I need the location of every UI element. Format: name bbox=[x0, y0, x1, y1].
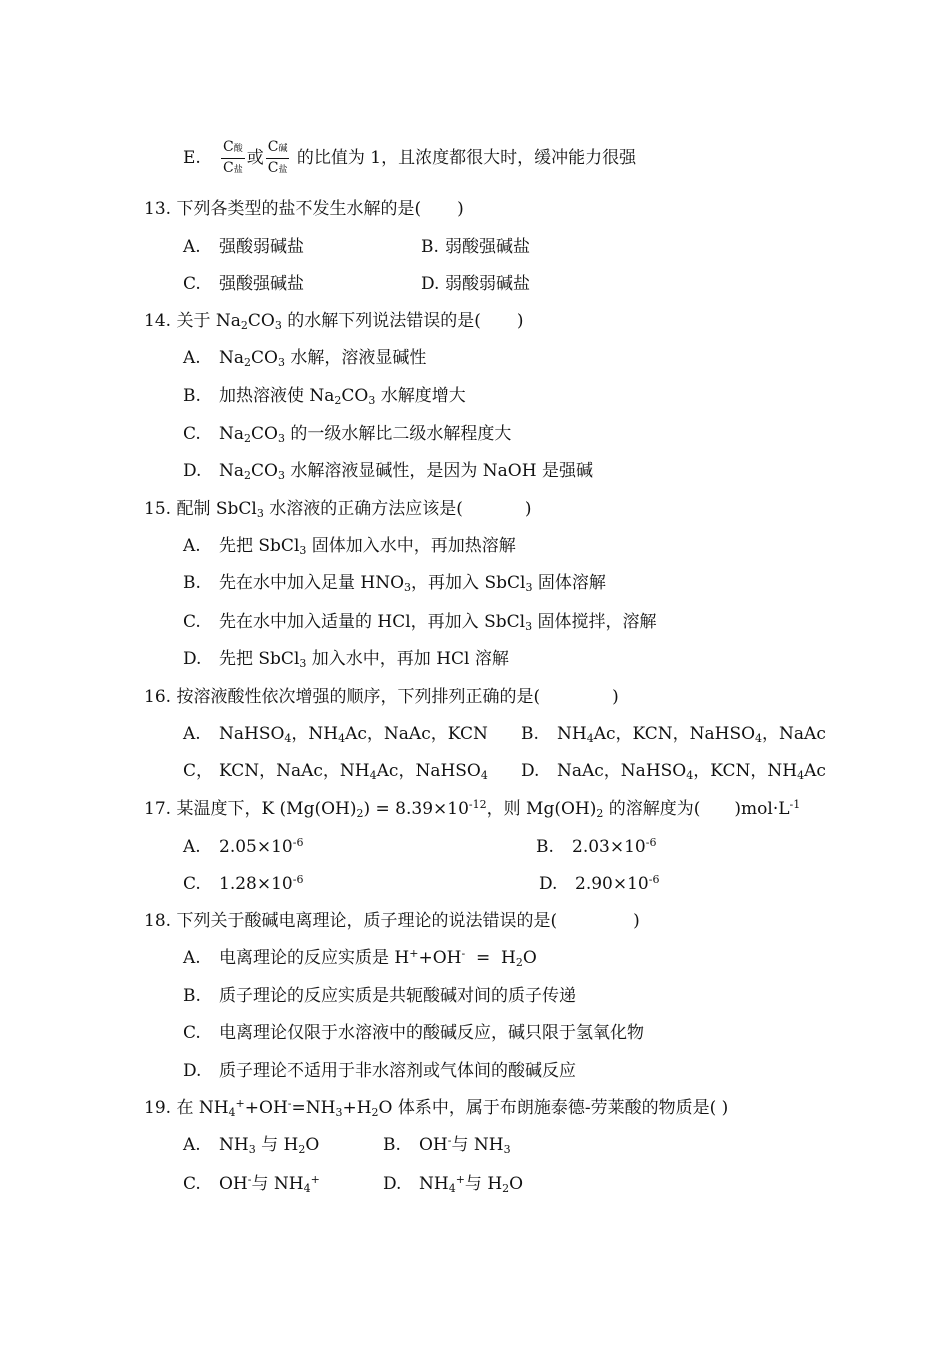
question-17-stem: 17. 某温度下，K $(Mg(OH)_2) = 8.39\times 10^{-12}$，则 $Mg(OH)_2$ 的溶解度为( )$mol\cdot L^{-1}$ bbox=[144, 798, 801, 820]
q16-option-c: C， KCN，NaAc，$NH_4Ac$，NaHSO$_4$ bbox=[183, 761, 488, 782]
q13-option-b: B. 弱酸强碱盐 bbox=[421, 237, 530, 257]
q17-option-d: D. $2.90\times 10^{-6}$ bbox=[539, 873, 660, 894]
option-label: E. bbox=[183, 148, 201, 168]
q13-option-a: A. 强酸弱碱盐 bbox=[183, 237, 304, 257]
q15-option-b: B. 先在水中加入足量 $HNO_3$，再加入 SbCl$_3$ 固体溶解 bbox=[183, 573, 606, 594]
q17-option-b: B. $2.03\times 10^{-6}$ bbox=[536, 836, 657, 857]
q14-option-a: A. $Na_2CO_3$ 水解，溶液显碱性 bbox=[183, 348, 427, 369]
q12-option-e: E. $\frac{\text{C酸}}{\text{C盐}}$ 或 $\frac{\text{C碱}}{\text{C盐}}$ 的比值为 1，且浓度都很大时，缓冲能力很强 bbox=[183, 138, 636, 179]
q18-option-b: B. 质子理论的反应实质是共轭酸碱对间的质子传递 bbox=[183, 986, 576, 1006]
q13-option-d: D. 弱酸弱碱盐 bbox=[421, 274, 530, 294]
q17-option-c: C. $1.28\times 10^{-6}$ bbox=[183, 873, 304, 894]
q15-option-c: C. 先在水中加入适量的 HCl，再加入 SbCl$_3$ 固体搅拌，溶解 bbox=[183, 612, 657, 633]
q16-option-d: D. NaAc，NaHSO$_4$，KCN，$NH_4Ac$ bbox=[521, 761, 826, 782]
q19-option-b: B. OH-与 $NH_3$ bbox=[383, 1134, 511, 1156]
q18-option-c: C. 电离理论仅限于水溶液中的酸碱反应，碱只限于氢氧化物 bbox=[183, 1023, 644, 1043]
q18-option-d: D. 质子理论不适用于非水溶剂或气体间的酸碱反应 bbox=[183, 1061, 576, 1081]
q14-option-c: C. $Na_2CO_3$ 的一级水解比二级水解程度大 bbox=[183, 424, 512, 445]
q16-option-b: B. $NH_4Ac$，KCN，NaHSO$_4$，NaAc bbox=[521, 724, 826, 745]
q18-option-a: A. 电离理论的反应实质是 $H^++OH^- = H_2O$ bbox=[183, 947, 537, 969]
q19-option-c: C. OH-与 $NH_4^+$ bbox=[183, 1173, 320, 1195]
question-13-stem: 13. 下列各类型的盐不发生水解的是( ) bbox=[144, 199, 464, 219]
q14-option-d: D. $Na_2CO_3$ 水解溶液显碱性，是因为 NaOH 是强碱 bbox=[183, 461, 593, 482]
q16-option-a: A. NaHSO$_4$，$NH_4Ac$，NaAc，KCN bbox=[183, 724, 488, 745]
question-14-stem: 14. 关于 $Na_2CO_3$ 的水解下列说法错误的是( ) bbox=[144, 311, 524, 332]
q15-option-d: D. 先把 SbCl$_3$ 加入水中，再加 HCl 溶解 bbox=[183, 649, 509, 670]
question-15-stem: 15. 配制 SbCl$_3$ 水溶液的正确方法应该是( ) bbox=[144, 499, 532, 520]
question-19-stem: 19. 在 $NH_4^++OH^-=NH_3+H_2O$ 体系中，属于布朗施泰德-劳莱酸的物质是( ) bbox=[144, 1097, 729, 1119]
question-16-stem: 16. 按溶液酸性依次增强的顺序，下列排列正确的是( ) bbox=[144, 687, 619, 707]
q19-option-a: A. $NH_3$ 与 $H_2O$ bbox=[183, 1135, 320, 1156]
question-18-stem: 18. 下列关于酸碱电离理论，质子理论的说法错误的是( ) bbox=[144, 911, 640, 931]
q14-option-b: B. 加热溶液使 $Na_2CO_3$ 水解度增大 bbox=[183, 386, 466, 407]
q15-option-a: A. 先把 SbCl$_3$ 固体加入水中，再加热溶解 bbox=[183, 536, 516, 557]
fraction-acid-salt: $\frac{\text{C酸}}{\text{C盐}}$ bbox=[223, 139, 243, 176]
q17-option-a: A. $2.05\times 10^{-6}$ bbox=[183, 836, 304, 857]
q19-option-d: D. $NH_4^+$与 $H_2O$ bbox=[383, 1173, 524, 1195]
fraction-base-salt: $\frac{\text{C碱}}{\text{C盐}}$ bbox=[267, 139, 288, 176]
q13-option-c: C. 强酸强碱盐 bbox=[183, 274, 304, 294]
